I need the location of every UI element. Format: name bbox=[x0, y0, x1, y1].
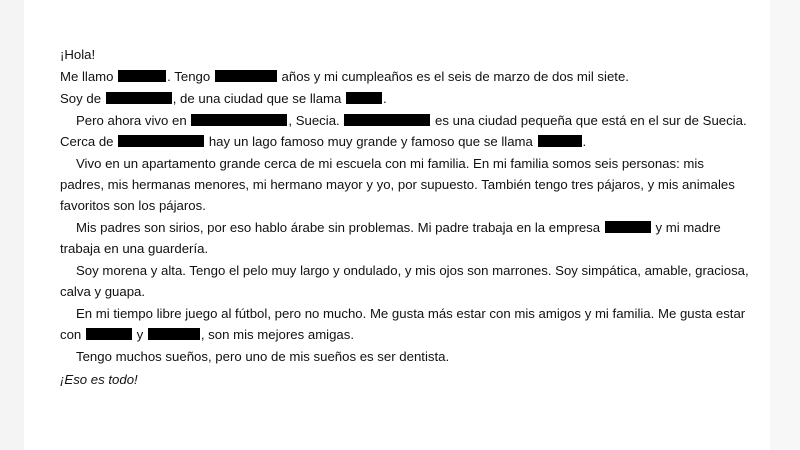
paragraph-origin bbox=[60, 88, 750, 109]
text-run: . bbox=[582, 134, 587, 149]
text-run: Pero ahora vivo en bbox=[76, 113, 191, 128]
redaction-company-name bbox=[605, 221, 651, 233]
paragraph-dreams bbox=[60, 346, 750, 367]
redaction-nearby-place bbox=[118, 135, 204, 147]
redaction-name bbox=[118, 70, 166, 82]
text-run: y mi madre trabaja en una guardería. bbox=[60, 220, 721, 256]
text-run: . Tengo bbox=[167, 69, 214, 84]
text-run: Soy de bbox=[60, 91, 105, 106]
paragraph-greeting bbox=[60, 44, 750, 65]
redaction-current-city-repeat bbox=[344, 114, 430, 126]
text-run: Mis padres son sirios, por eso hablo árabe sin problemas. Mi padre trabaja en la empresa bbox=[76, 220, 604, 235]
paragraph-intro-name-age bbox=[60, 66, 750, 87]
text-run: , son mis mejores amigas. bbox=[200, 327, 355, 342]
closing-text: ¡Eso es todo! bbox=[60, 372, 138, 387]
page-right-margin-shadow bbox=[770, 0, 800, 450]
redaction-home-city bbox=[346, 92, 382, 104]
greeting-text: ¡Hola! bbox=[60, 47, 96, 62]
text-run: Me llamo bbox=[60, 69, 118, 84]
redaction-lake-name bbox=[538, 135, 582, 147]
redaction-current-city bbox=[191, 114, 287, 126]
text-run: , Suecia. bbox=[288, 113, 344, 128]
paragraph-parents bbox=[60, 217, 750, 259]
text-run: Vivo en un apartamento grande cerca de mi escuela con mi familia. En mi familia somos seis personas: mis padres, mis hermanas menores, mi hermano mayor y yo, por supuesto. También tengo tres pájaros, y mis animales favoritos son los pájaros. bbox=[60, 156, 735, 213]
text-run: . bbox=[383, 91, 387, 106]
paragraph-family bbox=[60, 153, 750, 216]
paragraph-appearance bbox=[60, 260, 750, 302]
document-text-body bbox=[60, 44, 750, 391]
text-run: hay un lago famoso muy grande y famoso que se llama bbox=[205, 134, 537, 149]
paragraph-current-city bbox=[60, 110, 750, 152]
redaction-friend-two bbox=[148, 328, 200, 340]
text-run: años y mi cumpleaños es el seis de marzo de dos mil siete. bbox=[277, 69, 629, 84]
page-left-margin-shadow bbox=[0, 0, 24, 450]
text-run: Tengo muchos sueños, pero uno de mis sueños es ser dentista. bbox=[76, 349, 450, 364]
text-run: y bbox=[132, 327, 147, 342]
redaction-country-of-origin bbox=[106, 92, 172, 104]
redaction-friend-one bbox=[86, 328, 132, 340]
text-run: es una ciudad pequeña que está en el sur de Suecia. Cerca de bbox=[60, 113, 747, 149]
paragraph-free-time bbox=[60, 303, 750, 345]
paragraph-closing bbox=[60, 369, 750, 390]
text-run: En mi tiempo libre juego al fútbol, pero no mucho. Me gusta más estar con mis amigos y mi familia. Me gusta estar con bbox=[60, 306, 746, 342]
text-run: , de una ciudad que se llama bbox=[172, 91, 346, 106]
redaction-age bbox=[215, 70, 277, 82]
text-run: Soy morena y alta. Tengo el pelo muy largo y ondulado, y mis ojos son marrones. Soy simpática, amable, graciosa, calva y guapa. bbox=[60, 263, 749, 299]
